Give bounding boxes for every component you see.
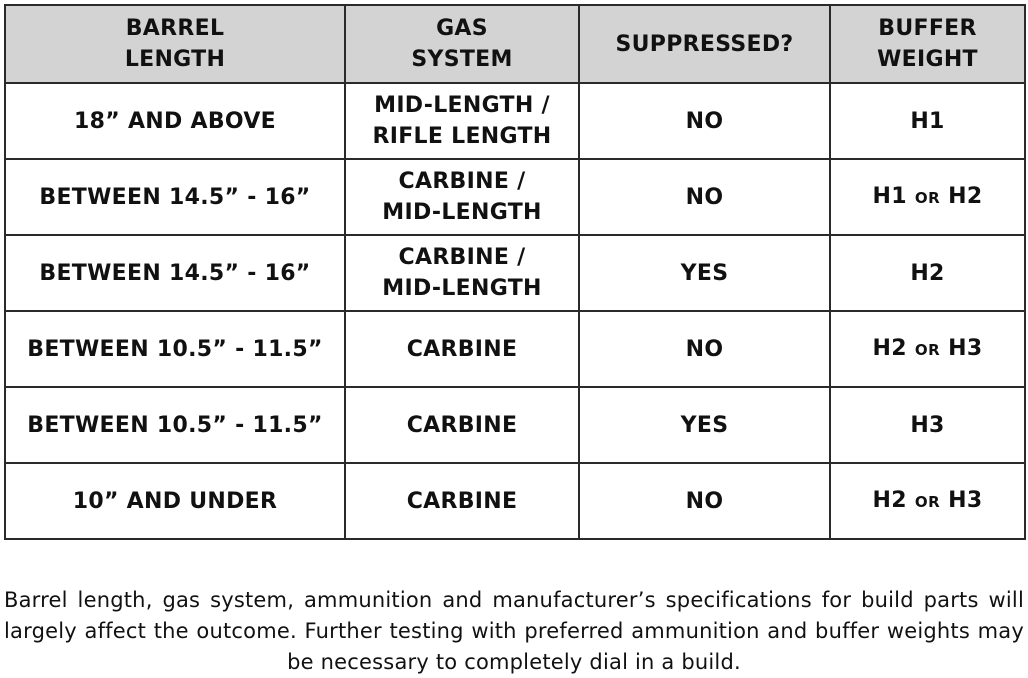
gas-system-line-1: CARBINE / — [398, 169, 526, 194]
buffer-weight-cell — [830, 311, 1025, 387]
header-suppressed-label: SUPPRESSED? — [615, 31, 794, 57]
barrel-length-cell: 18” AND ABOVE — [5, 83, 345, 159]
buffer-weight-or: OR — [914, 340, 941, 359]
table-header-row — [5, 5, 1025, 83]
buffer-weight-chart — [4, 4, 1024, 540]
table-row — [5, 83, 1025, 159]
barrel-length-cell: 10” AND UNDER — [5, 463, 345, 539]
buffer-weight-value-alt: H2 — [948, 183, 983, 209]
barrel-length-cell: BETWEEN 10.5” - 11.5” — [5, 311, 345, 387]
table-row — [5, 159, 1025, 235]
header-gas-system-line-1: GAS — [436, 16, 488, 41]
gas-system-line-2: MID-LENGTH — [382, 276, 542, 301]
gas-system-cell — [345, 235, 579, 311]
gas-system-line-2: MID-LENGTH — [382, 200, 542, 225]
header-barrel-length — [5, 5, 345, 83]
buffer-weight-or: OR — [914, 188, 941, 207]
suppressed-cell: NO — [579, 159, 830, 235]
barrel-length-cell: BETWEEN 10.5” - 11.5” — [5, 387, 345, 463]
buffer-weight-value: H3 — [910, 412, 945, 438]
buffer-weight-value-alt: H3 — [948, 487, 983, 513]
buffer-weight-cell — [830, 235, 1025, 311]
header-suppressed — [579, 5, 830, 83]
barrel-length-cell: BETWEEN 14.5” - 16” — [5, 159, 345, 235]
footnote-text: Barrel length, gas system, ammunition and manufacturer’s specifications for build parts will largely affect the outcome. Further testing with preferred ammunition and buffer weights may be necessary to completely dial in a build. — [4, 588, 1024, 674]
gas-system-line-1: MID-LENGTH / — [374, 93, 550, 118]
buffer-weight-or: OR — [914, 492, 941, 511]
header-buffer-weight — [830, 5, 1025, 83]
gas-system-line-1: CARBINE — [406, 336, 518, 362]
buffer-weight-cell — [830, 463, 1025, 539]
suppressed-cell: YES — [579, 387, 830, 463]
header-gas-system-line-2: SYSTEM — [411, 47, 513, 72]
gas-system-cell — [345, 83, 579, 159]
gas-system-cell — [345, 387, 579, 463]
buffer-weight-cell — [830, 159, 1025, 235]
gas-system-line-2: RIFLE LENGTH — [372, 124, 552, 149]
suppressed-cell: YES — [579, 235, 830, 311]
gas-system-line-1: CARBINE — [406, 412, 518, 438]
suppressed-cell: NO — [579, 311, 830, 387]
header-buffer-weight-line-1: BUFFER — [878, 16, 977, 41]
header-barrel-length-line-2: LENGTH — [124, 47, 226, 72]
buffer-weight-cell — [830, 387, 1025, 463]
table-row — [5, 387, 1025, 463]
table-row — [5, 311, 1025, 387]
buffer-weight-value: H2 — [910, 260, 945, 286]
gas-system-cell — [345, 311, 579, 387]
gas-system-line-1: CARBINE / — [398, 245, 526, 270]
suppressed-cell: NO — [579, 463, 830, 539]
buffer-weight-table — [4, 4, 1026, 540]
table-row — [5, 235, 1025, 311]
gas-system-cell — [345, 159, 579, 235]
buffer-weight-cell — [830, 83, 1025, 159]
buffer-weight-value-alt: H3 — [948, 335, 983, 361]
header-gas-system — [345, 5, 579, 83]
buffer-weight-value: H1 — [872, 183, 907, 209]
table-row — [5, 463, 1025, 539]
buffer-weight-value: H2 — [872, 487, 907, 513]
gas-system-cell — [345, 463, 579, 539]
gas-system-line-1: CARBINE — [406, 488, 518, 514]
suppressed-cell: NO — [579, 83, 830, 159]
barrel-length-cell: BETWEEN 14.5” - 16” — [5, 235, 345, 311]
header-barrel-length-line-1: BARREL — [125, 16, 225, 41]
buffer-weight-value: H1 — [910, 108, 945, 134]
buffer-weight-value: H2 — [872, 335, 907, 361]
header-buffer-weight-line-2: WEIGHT — [877, 47, 978, 72]
